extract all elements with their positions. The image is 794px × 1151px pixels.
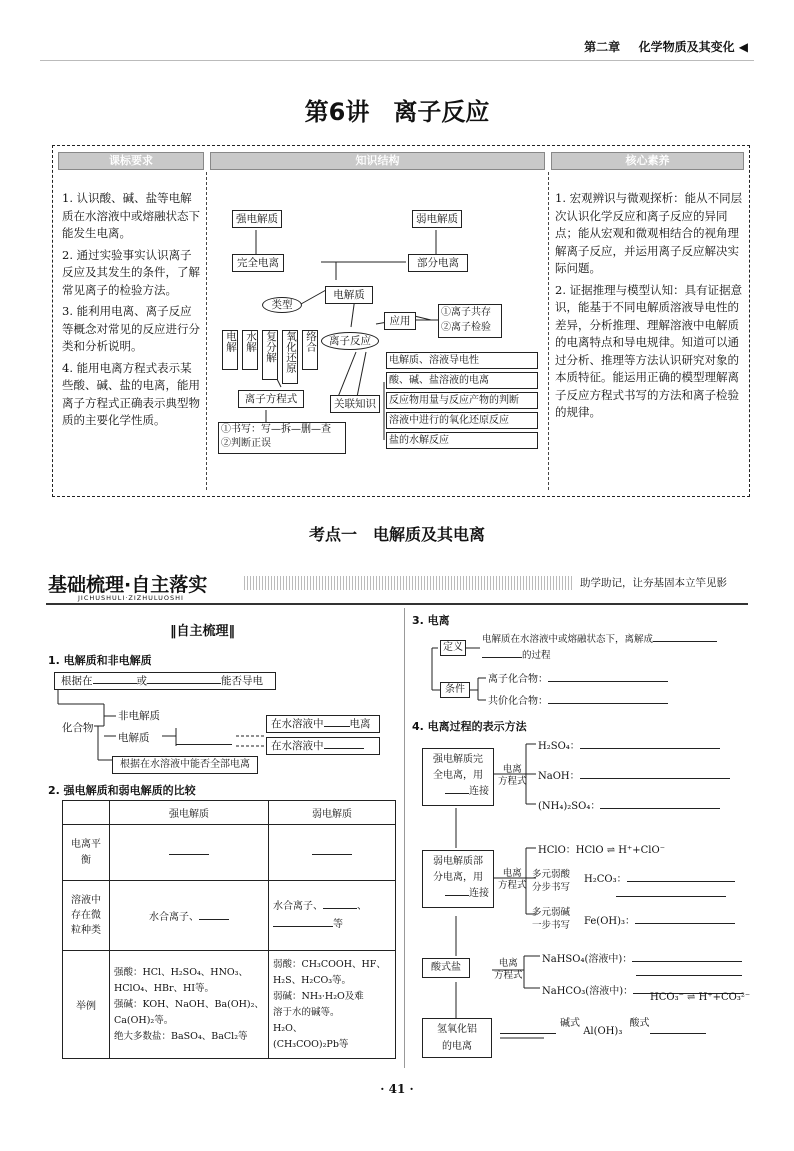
s4-h2so4: H₂SO₄： — [538, 741, 580, 752]
km-rel-2: 酸、碱、盐溶液的电离 — [386, 372, 538, 389]
km-type-5: 络合 — [302, 330, 318, 370]
s2-strong-ex-3: 强碱：KOH、NaOH、Ba(OH)₂、 — [114, 998, 264, 1010]
s2-row2-weak-b: 等 — [333, 918, 343, 930]
km-equation: 离子方程式 — [238, 390, 304, 408]
s2-row2-label: 溶液中存在微粒种类 — [63, 881, 110, 951]
page-number: · 41 · — [380, 1082, 414, 1096]
km-equation-items — [218, 422, 346, 454]
s3-def-text — [482, 632, 742, 664]
s1-r3: 根据在水溶液中能否全部电离 — [112, 756, 258, 774]
s4-naoh: NaOH： — [538, 771, 580, 782]
s4-strong-item-1 — [538, 737, 720, 752]
s4-eq-label-1a: 电离 — [502, 764, 522, 775]
s1-r2-a: 在水溶液中 — [271, 740, 324, 752]
s1-title: 1. 电解质和非电解质 — [48, 654, 152, 667]
s2-row1-label: 电离平衡 — [63, 825, 110, 881]
km-app-items — [438, 304, 502, 338]
s4-strong-2: 全电离，用 — [433, 770, 483, 781]
self-review-heading: ‖自主梳理‖ — [170, 624, 236, 639]
s4-feoh3 — [584, 912, 735, 927]
band-core-literacy: 核心素养 — [551, 152, 744, 170]
s1-r2 — [266, 737, 380, 755]
s4-al-mid: Al(OH)₃ — [583, 1026, 623, 1037]
s3-cond-2 — [488, 692, 668, 707]
s2-head-weak: 弱电解质 — [269, 801, 396, 825]
band-course-requirements: 课标要求 — [58, 152, 204, 170]
s4-eq-label-2b: 方程式 — [498, 880, 527, 891]
s4-eq-label-3 — [494, 958, 523, 982]
km-type-2: 水解 — [242, 330, 258, 370]
s4-weak-1: 弱电解质部 — [433, 856, 483, 867]
s1-compound: 化合物 — [62, 722, 94, 734]
section-title: 考点一 电解质及其电离 — [308, 525, 485, 544]
divider-2 — [548, 172, 549, 490]
s4-strong-1: 强电解质完 — [433, 754, 483, 765]
km-strong: 强电解质 — [232, 210, 282, 228]
s4-poly-base — [532, 906, 570, 932]
km-application: 应用 — [384, 312, 416, 330]
s2-row2-strong — [110, 881, 269, 951]
s2-row3-label: 举例 — [63, 951, 110, 1059]
s2-row3-strong — [110, 951, 269, 1059]
s2-weak-ex-3: 弱碱：NH₃·H₂O及难 — [273, 990, 364, 1002]
lecture-title: 第6讲 离子反应 — [304, 98, 490, 126]
s3-connectors — [430, 640, 490, 710]
s4-nahso4-blank-2 — [636, 975, 742, 976]
km-related-items — [386, 352, 542, 449]
s4-eq-label-3a: 电离 — [498, 958, 518, 969]
chapter-title: 化学物质及其变化 — [638, 40, 735, 54]
s4-poly-acid-2: 分步书写 — [532, 882, 571, 893]
s2-table — [62, 800, 396, 1059]
s4-strong-3: 连接 — [469, 786, 489, 797]
s2-strong-ex-1: 强酸：HCl、H₂SO₄、HNO₃、 — [114, 966, 248, 978]
s2-strong-ex-4: Ca(OH)₂等。 — [114, 1014, 174, 1026]
s3-def-text-b: 的过程 — [522, 650, 551, 661]
s2-head-strong: 强电解质 — [110, 801, 269, 825]
km-rel-1: 电解质、溶液导电性 — [386, 352, 538, 369]
s2-row3-weak — [269, 951, 396, 1059]
s4-nh4so4: (NH₄)₂SO₄： — [538, 801, 601, 812]
literacy-2: 2. 证据推理与模型认知：具有证据意识，能基于不同电解质溶液导电性的差异，分析推理、理解溶液中电解质的电离特点和导电规律。知道可以通过分析、推理等方法认识研究对象的本质特征。能运用正确的模型理解离子反应方程式书写的方法和离子检验的规律。 — [555, 282, 743, 419]
s3-cond: 条件 — [440, 682, 470, 698]
s4-h2co3-blank-2 — [616, 896, 726, 897]
s2-weak-ex-1: 弱酸：CH₃COOH、HF、 — [273, 958, 386, 970]
s4-nahso4-label: NaHSO₄(溶液中)： — [542, 954, 633, 965]
km-type-4: 氧化还原 — [282, 330, 298, 384]
km-partial: 部分电离 — [408, 254, 468, 272]
s4-al-right: 酸式 — [629, 1018, 650, 1029]
km-related: 关联知识 — [330, 395, 380, 413]
s2-strong-ex-5: 绝大多数盐：BaSO₄、BaCl₂等 — [114, 1030, 248, 1042]
s2-weak-ex-5: H₂O、 — [273, 1022, 303, 1034]
s4-nahso4 — [542, 950, 742, 965]
km-app-2: ②离子检验 — [441, 322, 491, 333]
s2-row2-weak-a: 水合离子、 — [273, 900, 323, 912]
km-rel-5: 盐的水解反应 — [386, 432, 538, 449]
s4-strong-box — [422, 748, 494, 806]
requirement-3: 3. 能利用电离、离子反应等概念对常见的反应进行分类和分析说明。 — [62, 304, 200, 353]
chapter-header — [584, 38, 748, 55]
km-type-3: 复分解 — [262, 330, 278, 380]
s2-weak-ex-4: 溶于水的碱等。 — [273, 1006, 340, 1018]
banner-title: 基础梳理·自主落实 — [48, 574, 208, 596]
s4-eq-label-1b: 方程式 — [498, 776, 527, 787]
s4-weak-3: 连接 — [469, 888, 489, 899]
s2-weak-ex-2: H₂S、H₂CO₃等。 — [273, 974, 352, 986]
s1-blank-1 — [176, 744, 232, 745]
s1-root-a: 根据在 — [61, 675, 93, 687]
s1-r1-a: 在水溶液中 — [271, 718, 324, 730]
s4-hco3: HCO₃⁻ ⇌ H⁺+CO₃²⁻ — [650, 992, 751, 1003]
s4-weak-box — [422, 850, 494, 908]
literacy-1: 1. 宏观辨识与微观探析：能从不同层次认识化学反应和离子反应的异同点；能从宏观和微观相结合的视角理解离子反应，并运用离子反应解决实际问题。 — [555, 191, 743, 275]
s4-al-2: 的电离 — [442, 1041, 472, 1052]
banner-note: 助学助记，让夯基固本立竿见影 — [580, 577, 727, 589]
s2-row1-strong — [110, 825, 269, 881]
km-app-1: ①离子共存 — [441, 307, 491, 318]
self-review-label: 自主梳理 — [176, 624, 229, 639]
s4-hclo: HClO：HClO ⇌ H⁺+ClO⁻ — [538, 845, 665, 856]
km-types: 类型 — [262, 297, 302, 313]
km-type-1: 电解 — [222, 330, 238, 370]
s4-acid-salt-box: 酸式盐 — [422, 958, 470, 978]
s4-al-box — [422, 1018, 492, 1058]
banner-stripe — [244, 576, 574, 590]
band-knowledge-structure: 知识结构 — [210, 152, 545, 170]
s4-h2co3-label: H₂CO₃： — [584, 874, 627, 885]
s4-eq-label-3b: 方程式 — [494, 970, 523, 981]
arrow-left-icon: ◀ — [738, 40, 748, 54]
s2-weak-ex-6: (CH₃COO)₂Pb等 — [273, 1038, 349, 1050]
s4-strong-item-2 — [538, 767, 730, 782]
s4-poly-acid — [532, 868, 570, 894]
requirement-2: 2. 通过实验事实认识离子反应及其发生的条件，了解常见离子的检验方法。 — [62, 247, 200, 297]
km-electrolyte: 电解质 — [325, 286, 373, 304]
s4-al-eq — [500, 1018, 706, 1037]
s3-cond-1 — [488, 670, 668, 685]
s1-root-c: 能否导电 — [221, 675, 263, 687]
s2-title: 2. 强电解质和弱电解质的比较 — [48, 784, 196, 797]
s4-poly-base-2: 一步书写 — [532, 920, 571, 931]
s4-feoh3-label: Fe(OH)₃： — [584, 916, 636, 927]
core-literacy — [555, 190, 743, 426]
s3-def-text-a: 电解质在水溶液中或熔融状态下，离解成 — [482, 634, 654, 645]
chapter-label: 第二章 — [584, 40, 621, 54]
km-complete: 完全电离 — [232, 254, 284, 272]
s3-def: 定义 — [440, 640, 466, 656]
s1-r1-b: 电离 — [349, 718, 371, 730]
s3-title: 3. 电离 — [412, 614, 450, 627]
s1-electrolyte: 电解质 — [118, 732, 150, 744]
s4-al-left: 碱式 — [560, 1018, 580, 1029]
s2-strong-ex-2: HClO₄、HBr、HI等。 — [114, 982, 215, 994]
header-rule — [40, 60, 754, 61]
km-rel-3: 反应物用量与反应产物的判断 — [386, 392, 538, 409]
course-requirements — [62, 190, 200, 434]
km-ionic-reaction: 离子反应 — [321, 332, 379, 350]
banner-rule — [46, 603, 748, 605]
s4-eq-label-1 — [498, 764, 527, 788]
s4-poly-base-1: 多元弱碱 — [532, 907, 571, 918]
s2-row2-strong-text: 水合离子、 — [149, 912, 199, 923]
km-eq-2: ②判断正误 — [221, 438, 271, 449]
s4-eq-label-2a: 电离 — [502, 868, 522, 879]
s1-root-b: 或 — [136, 675, 147, 687]
requirement-4: 4. 能用电离方程式表示某些酸、碱、盐的电离，能用离子方程式正确表示典型物质的主要化学性质。 — [62, 360, 200, 427]
s4-poly-acid-1: 多元弱酸 — [532, 869, 571, 880]
requirement-1: 1. 认识酸、碱、盐等电解质在水溶液中或熔融状态下能发生电离。 — [62, 191, 200, 240]
s4-nahco3-label: NaHCO₃(溶液中)： — [542, 986, 634, 997]
banner-pinyin: JICHUSHULI·ZIZHULUOSHI — [78, 594, 184, 602]
s4-weak-2: 分电离，用 — [433, 872, 483, 883]
s3-cond-2-text: 共价化合物： — [488, 696, 548, 707]
s1-non-electrolyte: 非电解质 — [118, 710, 160, 722]
s4-eq-label-2 — [498, 868, 527, 892]
km-rel-4: 溶液中进行的氧化还原反应 — [386, 412, 538, 429]
s4-title: 4. 电离过程的表示方法 — [412, 720, 527, 733]
s4-strong-item-3 — [538, 797, 720, 812]
km-eq-1: ①书写：写—拆—删—查 — [221, 424, 331, 435]
km-weak: 弱电解质 — [412, 210, 462, 228]
s2-row2-weak: 水合离子、 、 等 — [269, 881, 396, 951]
s4-h2co3 — [584, 870, 735, 885]
s3-cond-1-text: 离子化合物： — [488, 674, 548, 685]
s2-row1-weak — [269, 825, 396, 881]
s2-head-0 — [63, 801, 110, 825]
s1-r1 — [266, 715, 380, 733]
s4-al-1: 氢氧化铝 — [437, 1024, 477, 1035]
